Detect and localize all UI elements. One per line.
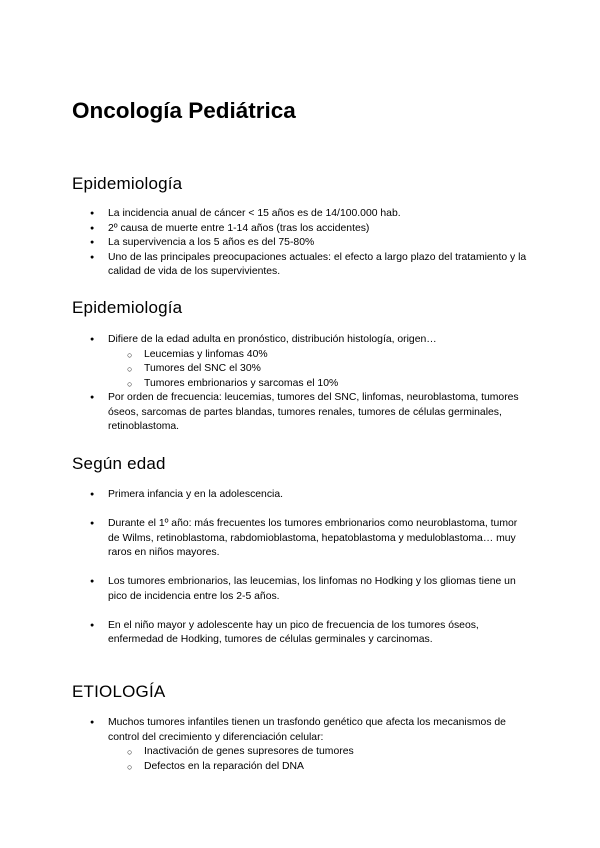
list-item: ● Uno de las principales preocupaciones actuales: el efecto a largo plazo del tratamiento y la calidad de vida de los supervivientes. [108, 251, 528, 280]
list-item [108, 716, 528, 774]
list-item: ● Primera infancia y en la adolescencia. [108, 488, 528, 503]
section-heading-etiologia: ETIOLOGÍA [72, 682, 166, 701]
epidemiologia-1-list [108, 207, 528, 280]
sub-list-item: ○ Inactivación de genes supresores de tumores [144, 745, 528, 760]
segun-edad-list [108, 488, 528, 648]
list-item: ● Por orden de frecuencia: leucemias, tumores del SNC, linfomas, neuroblastoma, tumores óseos, sarcomas de partes blandas, tumores renales, tumores de células germinales, retinoblastoma. [108, 391, 528, 435]
list-item-text: Muchos tumores infantiles tienen un trasfondo genético que afecta los mecanismos de control del crecimiento y diferenciación celular: [108, 717, 506, 743]
list-item: ● 2º causa de muerte entre 1-14 años (tras los accidentes) [108, 222, 528, 237]
section-heading-epidemiologia-1: Epidemiología [72, 174, 183, 193]
list-item: ● La supervivencia a los 5 años es del 75-80% [108, 236, 528, 251]
page-title: Oncología Pediátrica [72, 98, 296, 123]
list-item: ● La incidencia anual de cáncer < 15 años es de 14/100.000 hab. [108, 207, 528, 222]
list-item: ● Los tumores embrionarios, las leucemias, los linfomas no Hodking y los gliomas tiene un pico de incidencia entre los 2-5 años. [108, 575, 528, 604]
epidemiologia-2-list [108, 333, 528, 435]
sub-list-item: ○ Leucemias y linfomas 40% [144, 348, 528, 363]
section-heading-epidemiologia-2: Epidemiología [72, 298, 183, 317]
etiologia-list [108, 716, 528, 774]
list-item-text: Difiere de la edad adulta en pronóstico, distribución histología, origen… [108, 334, 437, 345]
sub-list [108, 745, 528, 774]
sub-list-item: ○ Tumores del SNC el 30% [144, 362, 528, 377]
list-item: ● Durante el 1º año: más frecuentes los tumores embrionarios como neuroblastoma, tumor de Wilms, retinoblastoma, rabdomioblastoma, hepatoblastoma y meduloblastoma… muy raros en niños mayores. [108, 517, 528, 561]
section-heading-segun-edad: Según edad [72, 454, 166, 473]
sub-list [108, 348, 528, 392]
sub-list-item: ○ Defectos en la reparación del DNA [144, 760, 528, 775]
list-item: ● En el niño mayor y adolescente hay un pico de frecuencia de los tumores óseos, enfermedad de Hodking, tumores de células germinales y carcinomas. [108, 619, 528, 648]
list-item [108, 333, 528, 391]
sub-list-item: ○ Tumores embrionarios y sarcomas el 10% [144, 377, 528, 392]
